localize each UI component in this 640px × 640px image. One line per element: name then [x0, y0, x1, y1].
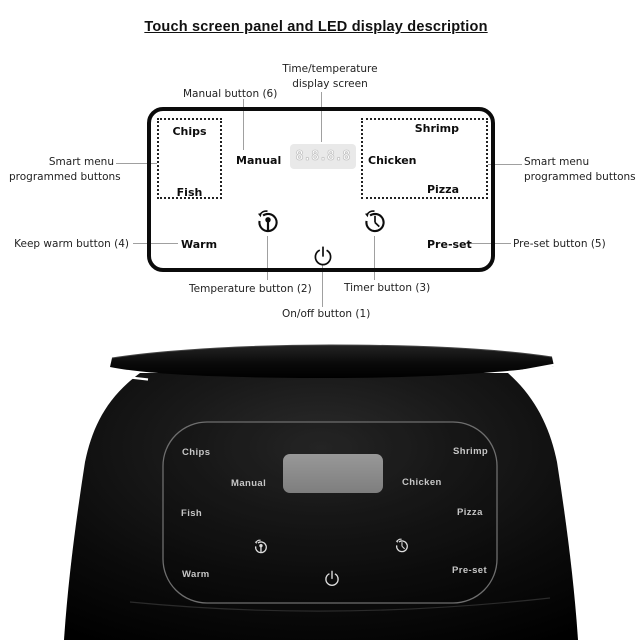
fish-button: Fish [176, 186, 203, 199]
callout-display-line2: display screen [292, 78, 368, 90]
photo-chips-button: Chips [182, 447, 211, 458]
photo-display-screen [283, 454, 383, 493]
led-display: 8.8.8.8 [290, 144, 356, 169]
callout-temperature: Temperature button (2) [189, 283, 312, 295]
shrimp-button: Shrimp [414, 122, 459, 135]
warm-button: Warm [181, 238, 218, 251]
callout-smart-menu-left [9, 155, 121, 185]
callout-smart-left-line2: programmed buttons [9, 171, 121, 183]
pizza-button: Pizza [426, 183, 459, 196]
callout-manual-button: Manual button (6) [183, 88, 278, 100]
photo-panel-outline [163, 422, 497, 603]
callout-smart-menu-right [524, 155, 636, 185]
power-icon [312, 245, 334, 267]
photo-fish-button: Fish [181, 508, 203, 519]
manual-button: Manual [236, 154, 282, 167]
callout-smart-left-line1: Smart menu [48, 156, 114, 168]
photo-warm-button: Warm [182, 569, 210, 580]
page-title: Touch screen panel and LED display description [144, 19, 488, 35]
photo-manual-button: Manual [231, 478, 267, 489]
photo-pizza-button: Pizza [457, 507, 483, 518]
chicken-button: Chicken [368, 154, 417, 167]
temperature-icon [255, 208, 281, 234]
callout-smart-right-line1: Smart menu [524, 156, 590, 168]
callout-display-screen [282, 62, 378, 92]
photo-shrimp-button: Shrimp [453, 446, 489, 457]
preset-button: Pre-set [427, 238, 472, 251]
product-photo [0, 340, 640, 640]
photo-preset-button: Pre-set [452, 565, 488, 576]
callout-timer: Timer button (3) [344, 282, 431, 294]
callout-keep-warm: Keep warm button (4) [14, 238, 129, 250]
chips-button: Chips [172, 125, 207, 138]
callout-display-line1: Time/temperature [282, 63, 378, 75]
callout-preset: Pre-set button (5) [513, 238, 606, 250]
photo-chicken-button: Chicken [402, 477, 442, 488]
air-fryer-device [0, 340, 640, 640]
timer-icon [362, 208, 388, 234]
callout-on-off: On/off button (1) [282, 308, 371, 320]
callout-smart-right-line2: programmed buttons [524, 171, 636, 183]
